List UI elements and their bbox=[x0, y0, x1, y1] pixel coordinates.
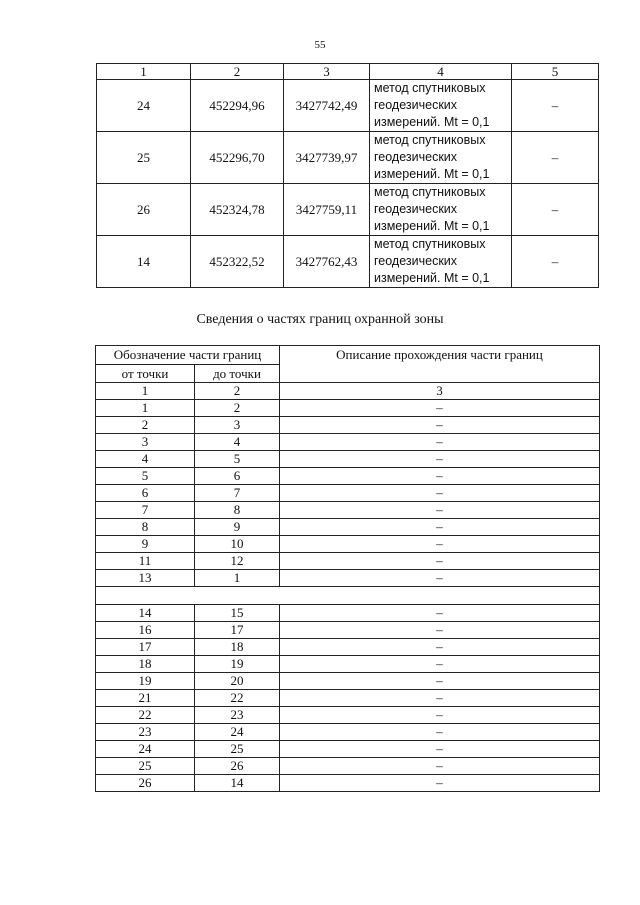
to-point-cell: 3 bbox=[195, 417, 280, 434]
description-cell: – bbox=[280, 673, 600, 690]
method-cell bbox=[370, 132, 512, 184]
description-cell: – bbox=[280, 536, 600, 553]
description-cell: – bbox=[280, 690, 600, 707]
to-point-cell: 18 bbox=[195, 639, 280, 656]
to-point-cell: 8 bbox=[195, 502, 280, 519]
description-cell: – bbox=[280, 502, 600, 519]
from-point-cell: 23 bbox=[96, 724, 195, 741]
point-number-cell: 26 bbox=[97, 184, 191, 236]
description-cell: – bbox=[280, 605, 600, 622]
to-point-cell: 24 bbox=[195, 724, 280, 741]
note-cell: – bbox=[512, 236, 599, 288]
column-numbers-row bbox=[96, 383, 600, 400]
boundary-part-row bbox=[96, 656, 600, 673]
y-coordinate-cell: 3427739,97 bbox=[284, 132, 370, 184]
coordinates-header-row bbox=[97, 64, 599, 80]
method-line: геодезических bbox=[374, 254, 458, 268]
page-number: 55 bbox=[314, 39, 326, 51]
to-point-cell: 17 bbox=[195, 622, 280, 639]
coordinates-row bbox=[97, 80, 599, 132]
from-point-cell: 6 bbox=[96, 485, 195, 502]
boundary-part-row bbox=[96, 451, 600, 468]
from-point-cell: 26 bbox=[96, 775, 195, 792]
method-cell bbox=[370, 80, 512, 132]
method-line: метод спутниковых bbox=[374, 133, 486, 147]
method-line: метод спутниковых bbox=[374, 185, 486, 199]
boundary-part-row bbox=[96, 622, 600, 639]
blank-separator-cell bbox=[96, 587, 600, 605]
note-cell: – bbox=[512, 132, 599, 184]
from-point-cell: 14 bbox=[96, 605, 195, 622]
from-point-cell: 24 bbox=[96, 741, 195, 758]
method-line: метод спутниковых bbox=[374, 81, 486, 95]
y-coordinate-cell: 3427759,11 bbox=[284, 184, 370, 236]
method-cell bbox=[370, 184, 512, 236]
to-point-cell: 23 bbox=[195, 707, 280, 724]
boundary-part-row bbox=[96, 741, 600, 758]
boundary-part-row bbox=[96, 690, 600, 707]
from-point-cell: 25 bbox=[96, 758, 195, 775]
from-point-header: от точки bbox=[96, 365, 195, 383]
column-number: 3 bbox=[280, 383, 600, 400]
boundary-part-row bbox=[96, 775, 600, 792]
method-line: измерений. Mt = 0,1 bbox=[374, 167, 490, 181]
note-cell: – bbox=[512, 80, 599, 132]
parts-header-row bbox=[96, 346, 600, 365]
description-cell: – bbox=[280, 519, 600, 536]
from-point-cell: 4 bbox=[96, 451, 195, 468]
boundary-part-row bbox=[96, 400, 600, 417]
description-cell: – bbox=[280, 434, 600, 451]
boundary-part-row bbox=[96, 673, 600, 690]
to-point-cell: 7 bbox=[195, 485, 280, 502]
boundary-part-row bbox=[96, 417, 600, 434]
description-cell: – bbox=[280, 707, 600, 724]
column-number: 3 bbox=[284, 64, 370, 80]
boundary-part-row bbox=[96, 434, 600, 451]
to-point-header: до точки bbox=[195, 365, 280, 383]
method-line: геодезических bbox=[374, 150, 458, 164]
description-cell: – bbox=[280, 553, 600, 570]
description-cell: – bbox=[280, 724, 600, 741]
from-point-cell: 13 bbox=[96, 570, 195, 587]
from-point-cell: 19 bbox=[96, 673, 195, 690]
y-coordinate-cell: 3427742,49 bbox=[284, 80, 370, 132]
x-coordinate-cell: 452296,70 bbox=[191, 132, 284, 184]
from-point-cell: 22 bbox=[96, 707, 195, 724]
from-point-cell: 7 bbox=[96, 502, 195, 519]
method-cell bbox=[370, 236, 512, 288]
description-cell: – bbox=[280, 775, 600, 792]
from-point-cell: 1 bbox=[96, 400, 195, 417]
boundary-part-row bbox=[96, 570, 600, 587]
description-cell: – bbox=[280, 758, 600, 775]
description-cell: – bbox=[280, 417, 600, 434]
to-point-cell: 19 bbox=[195, 656, 280, 673]
to-point-cell: 15 bbox=[195, 605, 280, 622]
group-header: Обозначение части границ bbox=[96, 346, 280, 365]
to-point-cell: 25 bbox=[195, 741, 280, 758]
method-line: геодезических bbox=[374, 202, 458, 216]
description-cell: – bbox=[280, 622, 600, 639]
column-number: 2 bbox=[195, 383, 280, 400]
column-number: 1 bbox=[96, 383, 195, 400]
coordinates-table bbox=[96, 63, 599, 288]
column-number: 2 bbox=[191, 64, 284, 80]
description-cell: – bbox=[280, 570, 600, 587]
section-title: Сведения о частях границ охранной зоны bbox=[196, 312, 444, 327]
boundary-part-row bbox=[96, 485, 600, 502]
coordinates-row bbox=[97, 236, 599, 288]
to-point-cell: 14 bbox=[195, 775, 280, 792]
to-point-cell: 20 bbox=[195, 673, 280, 690]
boundary-parts-table bbox=[95, 345, 600, 792]
column-number: 4 bbox=[370, 64, 512, 80]
boundary-part-row bbox=[96, 502, 600, 519]
from-point-cell: 11 bbox=[96, 553, 195, 570]
boundary-part-row bbox=[96, 468, 600, 485]
x-coordinate-cell: 452294,96 bbox=[191, 80, 284, 132]
description-cell: – bbox=[280, 485, 600, 502]
description-cell: – bbox=[280, 741, 600, 758]
from-point-cell: 9 bbox=[96, 536, 195, 553]
note-cell: – bbox=[512, 184, 599, 236]
from-point-cell: 5 bbox=[96, 468, 195, 485]
boundary-part-row bbox=[96, 724, 600, 741]
from-point-cell: 17 bbox=[96, 639, 195, 656]
to-point-cell: 26 bbox=[195, 758, 280, 775]
from-point-cell: 2 bbox=[96, 417, 195, 434]
boundary-part-row bbox=[96, 553, 600, 570]
method-line: геодезических bbox=[374, 98, 458, 112]
point-number-cell: 14 bbox=[97, 236, 191, 288]
description-cell: – bbox=[280, 451, 600, 468]
from-point-cell: 18 bbox=[96, 656, 195, 673]
description-header: Описание прохождения части границ bbox=[280, 346, 600, 383]
description-cell: – bbox=[280, 400, 600, 417]
description-cell: – bbox=[280, 639, 600, 656]
x-coordinate-cell: 452324,78 bbox=[191, 184, 284, 236]
boundary-part-row bbox=[96, 536, 600, 553]
boundary-part-row bbox=[96, 639, 600, 656]
to-point-cell: 4 bbox=[195, 434, 280, 451]
point-number-cell: 25 bbox=[97, 132, 191, 184]
from-point-cell: 21 bbox=[96, 690, 195, 707]
from-point-cell: 8 bbox=[96, 519, 195, 536]
to-point-cell: 12 bbox=[195, 553, 280, 570]
to-point-cell: 9 bbox=[195, 519, 280, 536]
boundary-part-row bbox=[96, 605, 600, 622]
column-number: 1 bbox=[97, 64, 191, 80]
to-point-cell: 5 bbox=[195, 451, 280, 468]
to-point-cell: 1 bbox=[195, 570, 280, 587]
to-point-cell: 6 bbox=[195, 468, 280, 485]
coordinates-row bbox=[97, 132, 599, 184]
blank-separator-row bbox=[96, 587, 600, 605]
method-line: измерений. Mt = 0,1 bbox=[374, 115, 490, 129]
boundary-part-row bbox=[96, 758, 600, 775]
description-cell: – bbox=[280, 468, 600, 485]
from-point-cell: 16 bbox=[96, 622, 195, 639]
column-number: 5 bbox=[512, 64, 599, 80]
to-point-cell: 10 bbox=[195, 536, 280, 553]
point-number-cell: 24 bbox=[97, 80, 191, 132]
method-line: измерений. Mt = 0,1 bbox=[374, 219, 490, 233]
description-cell: – bbox=[280, 656, 600, 673]
boundary-part-row bbox=[96, 519, 600, 536]
from-point-cell: 3 bbox=[96, 434, 195, 451]
to-point-cell: 22 bbox=[195, 690, 280, 707]
boundary-part-row bbox=[96, 707, 600, 724]
to-point-cell: 2 bbox=[195, 400, 280, 417]
method-line: измерений. Mt = 0,1 bbox=[374, 271, 490, 285]
method-line: метод спутниковых bbox=[374, 237, 486, 251]
coordinates-row bbox=[97, 184, 599, 236]
x-coordinate-cell: 452322,52 bbox=[191, 236, 284, 288]
y-coordinate-cell: 3427762,43 bbox=[284, 236, 370, 288]
